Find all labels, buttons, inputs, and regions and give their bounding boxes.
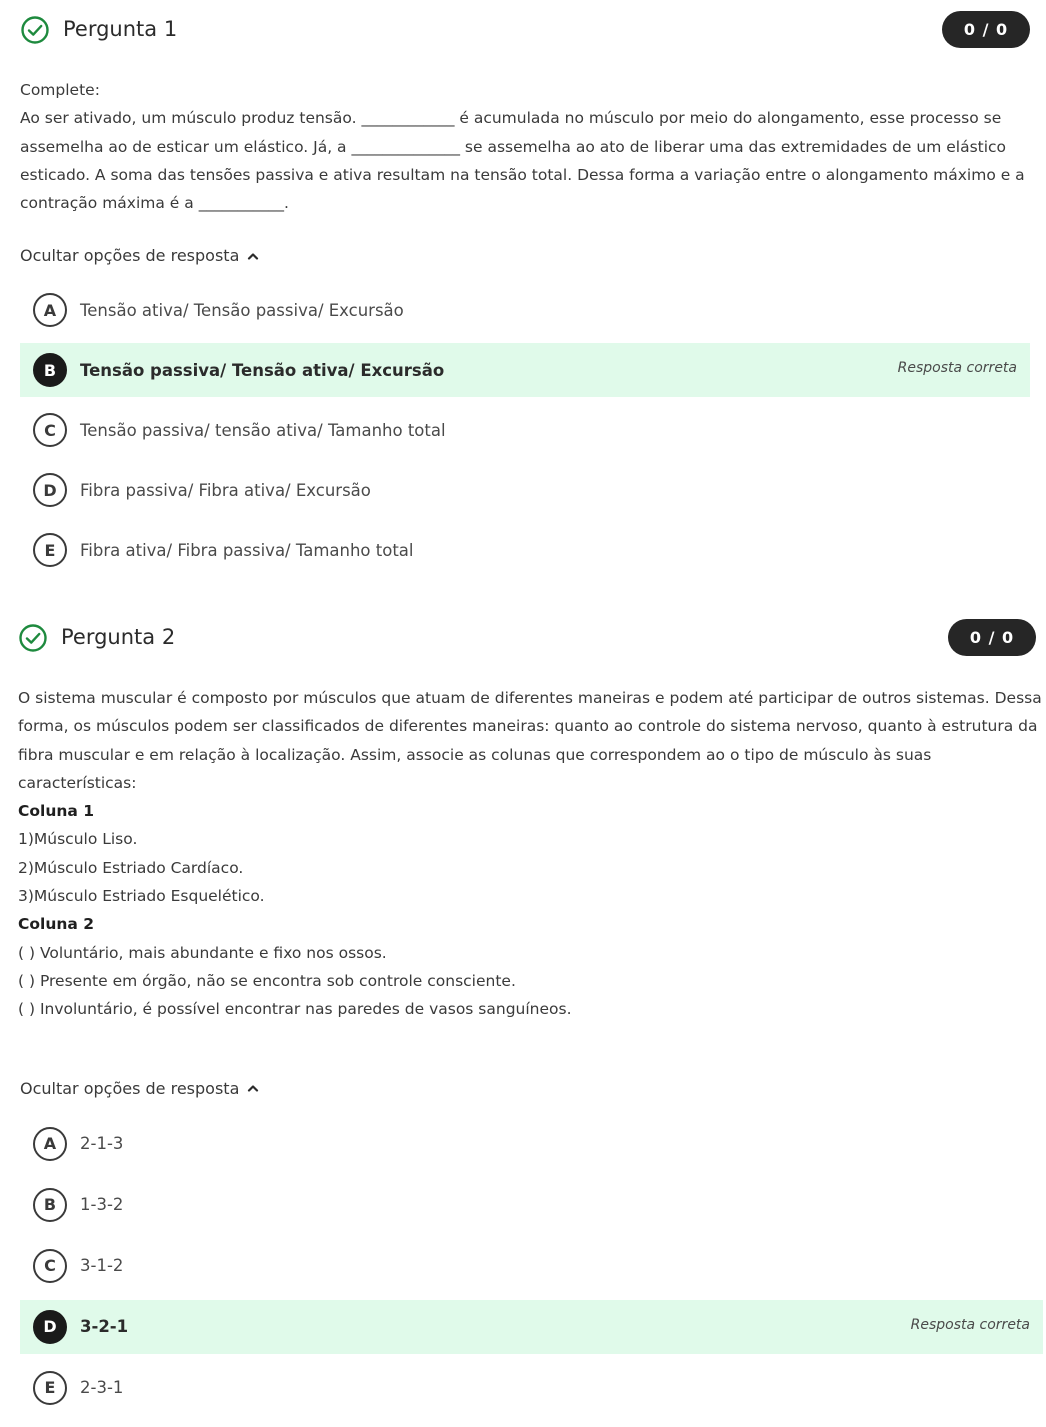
option-b[interactable] xyxy=(20,343,1030,397)
option-letter: C xyxy=(33,413,67,447)
column-2-item: ( ) Voluntário, mais abundante e fixo nos ossos. xyxy=(18,943,387,962)
option-letter: B xyxy=(33,353,67,387)
option-text: Fibra ativa/ Fibra passiva/ Tamanho total xyxy=(80,540,414,560)
option-d[interactable] xyxy=(20,1300,1043,1354)
option-letter: A xyxy=(33,293,67,327)
option-text: Tensão ativa/ Tensão passiva/ Excursão xyxy=(80,300,404,320)
question-intro: O sistema muscular é composto por músculos que atuam de diferentes maneiras e podem até participar de outros sistemas. Dessa forma, os músculos podem ser classificados de diferentes maneiras: quanto ao controle do sistema nervoso, quanto à estrutura da fibra muscular e em relação à localização. Assim, associe as colunas que correspondem ao o tipo de músculo às suas características: xyxy=(18,689,1042,792)
question-header xyxy=(20,0,1030,60)
option-text: 3-1-2 xyxy=(80,1256,124,1276)
column-1-item: 1)Músculo Liso. xyxy=(18,830,138,849)
question-2 xyxy=(18,608,1043,1421)
options-list xyxy=(20,283,1030,577)
option-text: 2-1-3 xyxy=(80,1134,124,1154)
option-letter: A xyxy=(33,1127,67,1161)
hide-options-toggle[interactable] xyxy=(20,246,259,265)
option-letter: D xyxy=(33,473,67,507)
chevron-up-icon xyxy=(247,252,259,260)
option-text: Tensão passiva/ Tensão ativa/ Excursão xyxy=(80,360,445,380)
column-1-item: 3)Músculo Estriado Esquelético. xyxy=(18,887,265,906)
correct-answer-label: Resposta correta xyxy=(910,1316,1030,1333)
score-badge: 0 / 0 xyxy=(948,619,1036,656)
column-2-title: Coluna 2 xyxy=(18,915,95,934)
correct-answer-label: Resposta correta xyxy=(897,360,1017,377)
option-text: Fibra passiva/ Fibra ativa/ Excursão xyxy=(80,480,371,500)
option-b[interactable] xyxy=(20,1178,1043,1232)
option-text: 1-3-2 xyxy=(80,1195,124,1215)
chevron-up-icon xyxy=(247,1084,259,1092)
option-c[interactable] xyxy=(20,1239,1043,1293)
question-1 xyxy=(20,0,1030,583)
option-a[interactable] xyxy=(20,1117,1043,1171)
question-title: Pergunta 1 xyxy=(63,17,178,41)
option-letter: E xyxy=(33,533,67,567)
toggle-label: Ocultar opções de resposta xyxy=(20,246,240,266)
option-e[interactable] xyxy=(20,1361,1043,1415)
question-title: Pergunta 2 xyxy=(61,625,176,649)
option-c[interactable] xyxy=(20,403,1030,457)
option-letter: B xyxy=(33,1188,67,1222)
column-2-item: ( ) Involuntário, é possível encontrar nas paredes de vasos sanguíneos. xyxy=(18,1000,572,1019)
option-e[interactable] xyxy=(20,523,1030,577)
check-circle-icon xyxy=(18,623,48,653)
option-letter: E xyxy=(33,1371,67,1405)
option-text: 2-3-1 xyxy=(80,1378,124,1398)
hide-options-toggle[interactable] xyxy=(20,1079,259,1098)
option-a[interactable] xyxy=(20,283,1030,337)
option-d[interactable] xyxy=(20,463,1030,517)
option-text: 3-2-1 xyxy=(80,1317,129,1337)
question-statement: Ao ser ativado, um músculo produz tensão. ____________ é acumulada no músculo por meio do alongamento, esse processo se assemelha ao de esticar um elástico. Já, a ______________ se assemelha ao ato de liberar uma das extremidades de um elástico esticado. A soma das tensões passiva e ativa resultam na tensão total. Dessa forma a variação entre o alongamento máximo e a contração máxima é a ___________. xyxy=(20,109,1025,213)
question-text xyxy=(20,76,1030,217)
question-header xyxy=(18,608,1043,668)
options-list xyxy=(18,1117,1043,1415)
option-text: Tensão passiva/ tensão ativa/ Tamanho total xyxy=(80,420,446,440)
option-letter: D xyxy=(33,1310,67,1344)
question-text xyxy=(18,684,1043,1024)
score-badge: 0 / 0 xyxy=(942,11,1030,48)
toggle-label: Ocultar opções de resposta xyxy=(20,1078,240,1098)
question-instruction: Complete: xyxy=(20,81,100,99)
column-1-item: 2)Músculo Estriado Cardíaco. xyxy=(18,858,244,877)
column-2-item: ( ) Presente em órgão, não se encontra sob controle consciente. xyxy=(18,971,516,990)
option-letter: C xyxy=(33,1249,67,1283)
column-1-title: Coluna 1 xyxy=(18,802,95,821)
check-circle-icon xyxy=(20,15,50,45)
